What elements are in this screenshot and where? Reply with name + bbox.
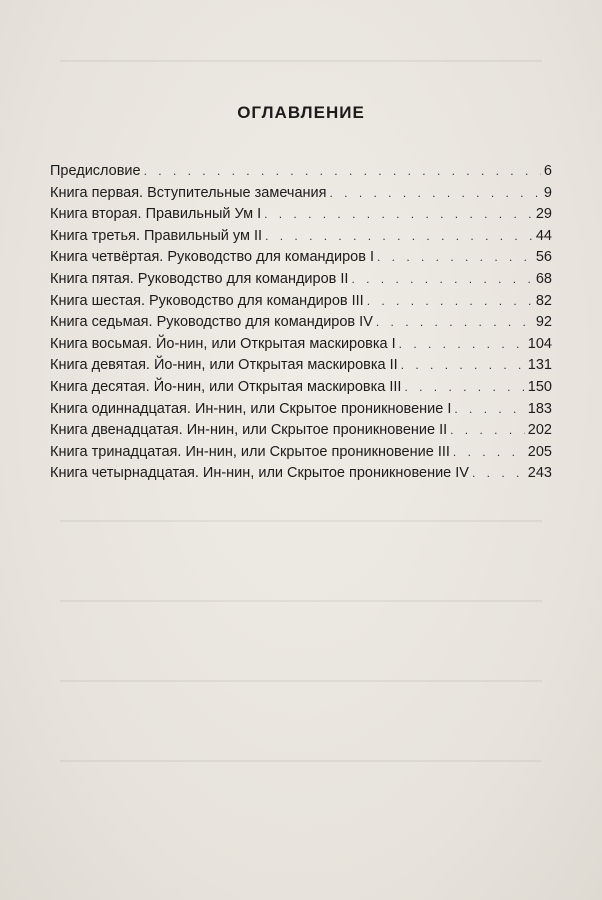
toc-entry[interactable] xyxy=(50,379,552,401)
toc-entry-page-number: 44 xyxy=(535,227,552,244)
toc-entry[interactable] xyxy=(50,422,552,444)
toc-entry-page-number: 131 xyxy=(527,357,552,374)
dot-leader xyxy=(367,294,533,308)
bleed-through-line xyxy=(60,680,542,682)
dot-leader xyxy=(450,423,525,437)
bleed-through-line xyxy=(60,520,542,522)
toc-entry-title: Книга восьмая. Йо-нин, или Открытая маскировка I xyxy=(50,335,396,352)
bleed-through-line xyxy=(60,600,542,602)
toc-entry-page-number: 243 xyxy=(527,465,552,482)
dot-leader xyxy=(264,207,533,221)
bleed-through-line xyxy=(60,760,542,762)
toc-entry-page-number: 92 xyxy=(535,314,552,331)
dot-leader xyxy=(472,466,525,480)
toc-entry-title: Книга первая. Вступительные замечания xyxy=(50,184,327,201)
toc-entry[interactable] xyxy=(50,314,552,336)
toc-entry-title: Книга десятая. Йо-нин, или Открытая маскировка III xyxy=(50,378,402,395)
toc-entry-title: Книга седьмая. Руководство для командиров IV xyxy=(50,314,373,331)
toc-entry-page-number: 9 xyxy=(543,184,552,201)
toc-entry[interactable] xyxy=(50,249,552,271)
toc-entry-page-number: 150 xyxy=(527,378,552,395)
toc-entry-title: Книга тринадцатая. Ин-нин, или Скрытое проникновение III xyxy=(50,443,450,460)
toc-entry-title: Книга вторая. Правильный Ум I xyxy=(50,206,262,223)
dot-leader xyxy=(404,380,524,394)
toc-entry[interactable] xyxy=(50,271,552,293)
toc-entry-title: Предисловие xyxy=(50,163,141,179)
dot-leader xyxy=(399,337,525,351)
toc-entry[interactable] xyxy=(50,357,552,379)
toc-entry[interactable] xyxy=(50,336,552,358)
toc-entry-page-number: 205 xyxy=(527,443,552,460)
dot-leader xyxy=(351,272,532,286)
toc-entry[interactable] xyxy=(50,228,552,250)
dot-leader xyxy=(376,315,533,329)
toc-entry-page-number: 104 xyxy=(527,335,552,352)
table-of-contents xyxy=(50,163,552,487)
toc-entry-page-number: 82 xyxy=(535,292,552,309)
toc-entry-title: Книга четвёртая. Руководство для командиров I xyxy=(50,249,374,266)
dot-leader xyxy=(454,402,524,416)
page-title: ОГЛАВЛЕНИЕ xyxy=(237,103,365,122)
dot-leader xyxy=(265,229,533,243)
toc-entry[interactable] xyxy=(50,185,552,207)
toc-entry[interactable] xyxy=(50,465,552,487)
toc-entry-title: Книга третья. Правильный ум II xyxy=(50,227,263,244)
dot-leader xyxy=(453,445,525,459)
toc-entry-page-number: 202 xyxy=(527,422,552,439)
toc-entry-title: Книга девятая. Йо-нин, или Открытая маскировка II xyxy=(50,357,398,374)
toc-entry-title: Книга одиннадцатая. Ин-нин, или Скрытое проникновение I xyxy=(50,400,452,417)
dot-leader xyxy=(144,164,541,178)
toc-entry-page-number: 6 xyxy=(543,163,552,179)
toc-entry-page-number: 68 xyxy=(535,270,552,287)
bleed-through-line xyxy=(60,60,542,62)
toc-entry-title: Книга двенадцатая. Ин-нин, или Скрытое проникновение II xyxy=(50,422,448,439)
dot-leader xyxy=(401,358,525,372)
dot-leader xyxy=(377,250,533,264)
toc-entry[interactable] xyxy=(50,163,552,185)
toc-entry[interactable] xyxy=(50,401,552,423)
toc-entry-page-number: 56 xyxy=(535,249,552,266)
dot-leader xyxy=(329,186,540,200)
toc-entry-title: Книга четырнадцатая. Ин-нин, или Скрытое проникновение IV xyxy=(50,465,469,482)
toc-entry-title: Книга пятая. Руководство для командиров II xyxy=(50,270,349,287)
toc-entry[interactable] xyxy=(50,293,552,315)
toc-entry-title: Книга шестая. Руководство для командиров III xyxy=(50,292,364,309)
toc-entry-page-number: 183 xyxy=(527,400,552,417)
toc-entry[interactable] xyxy=(50,444,552,466)
toc-entry[interactable] xyxy=(50,206,552,228)
toc-entry-page-number: 29 xyxy=(535,206,552,223)
